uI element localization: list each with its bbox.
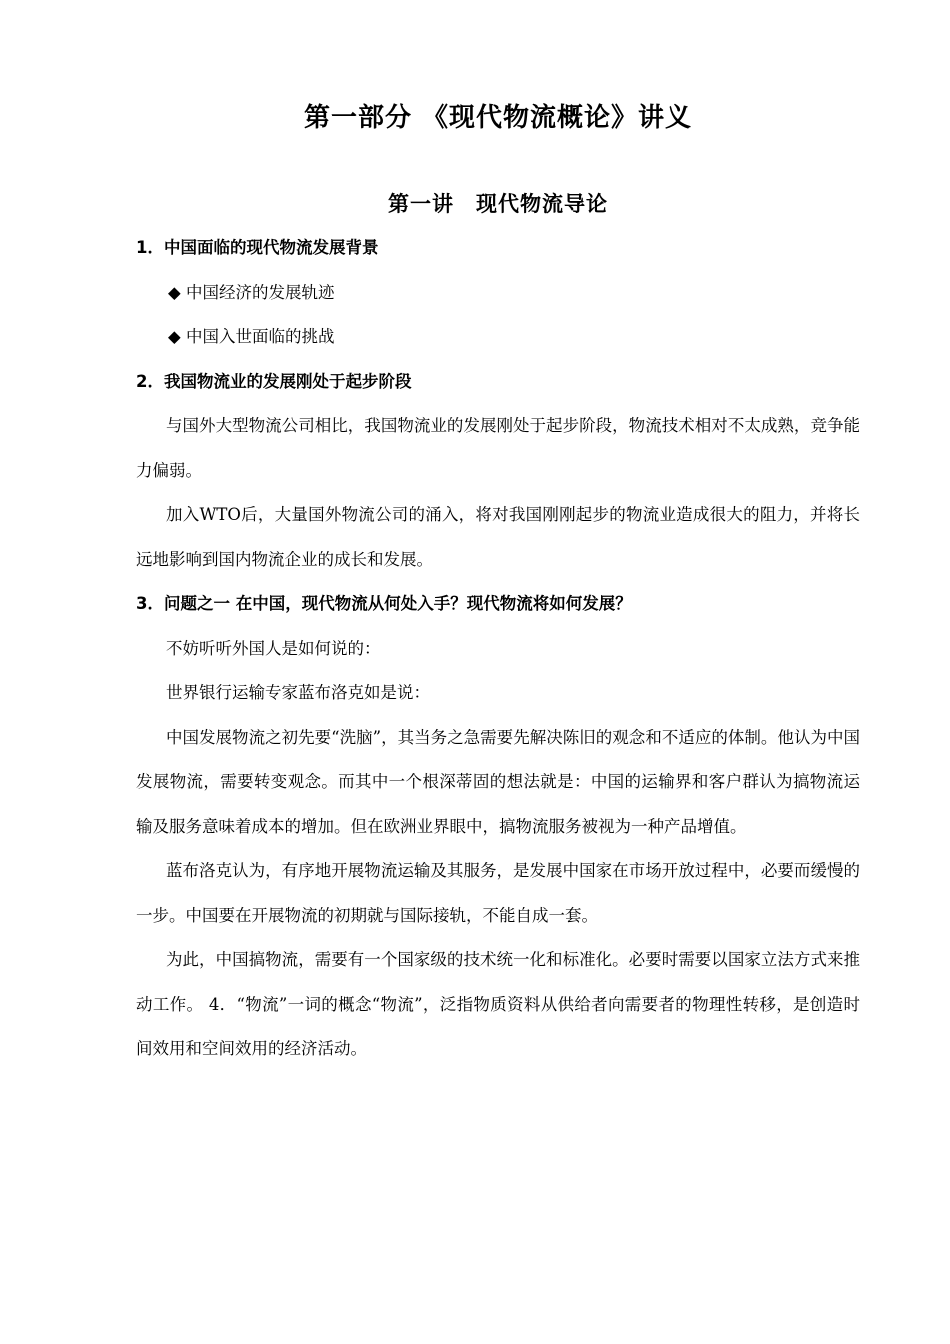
- section-1: [136, 226, 860, 360]
- section-3: [136, 582, 860, 1072]
- bullet-text: 中国入世面临的挑战: [186, 327, 335, 346]
- paragraph: 加入WTO后，大量国外物流公司的涌入，将对我国刚刚起步的物流业造成很大的阻力，并将长远地影响到国内物流企业的成长和发展。: [136, 505, 860, 569]
- diamond-bullet-icon: ◆: [168, 282, 181, 302]
- paragraph: 蓝布洛克认为，有序地开展物流运输及其服务，是发展中国家在市场开放过程中，必要而缓慢的一步。中国要在开展物流的初期就与国际接轨，不能自成一套。: [136, 861, 860, 925]
- section-1-heading: 1．中国面临的现代物流发展背景: [136, 238, 379, 257]
- bullet-item: [136, 271, 860, 316]
- paragraph: 中国发展物流之初先要“洗脑”，其当务之急需要先解决陈旧的观念和不适应的体制。他认为中国发展物流，需要转变观念。而其中一个根深蒂固的想法就是：中国的运输界和客户群认为搞物流运输及服务意味着成本的增加。但在欧洲业界眼中，搞物流服务被视为一种产品增值。: [136, 727, 860, 836]
- paragraph: 与国外大型物流公司相比，我国物流业的发展刚处于起步阶段，物流技术相对不太成熟，竞争能力偏弱。: [136, 416, 860, 480]
- bullet-text: 中国经济的发展轨迹: [186, 282, 335, 302]
- diamond-bullet-icon: ◆: [168, 327, 181, 346]
- paragraph: 不妨听听外国人是如何说的：: [166, 638, 381, 658]
- section-2: [136, 360, 860, 583]
- lecture-title: 第一讲 现代物流导论: [388, 192, 608, 216]
- document-page: [136, 96, 860, 1072]
- document-title: 第一部分 《现代物流概论》讲义: [303, 103, 693, 133]
- section-3-heading: 3．问题之一 在中国，现代物流从何处入手？现代物流将如何发展？: [136, 594, 632, 613]
- bullet-item: [136, 315, 860, 360]
- paragraph: 为此，中国搞物流，需要有一个国家级的技术统一化和标准化。必要时需要以国家立法方式来推动工作。 4．“物流”一词的概念“物流”，泛指物质资料从供给者向需要者的物理性转移，是创造时间效用和空间效用的经济活动。: [136, 950, 860, 1058]
- paragraph: 世界银行运输专家蓝布洛克如是说：: [166, 683, 430, 702]
- section-2-heading: 2．我国物流业的发展刚处于起步阶段: [136, 371, 412, 391]
